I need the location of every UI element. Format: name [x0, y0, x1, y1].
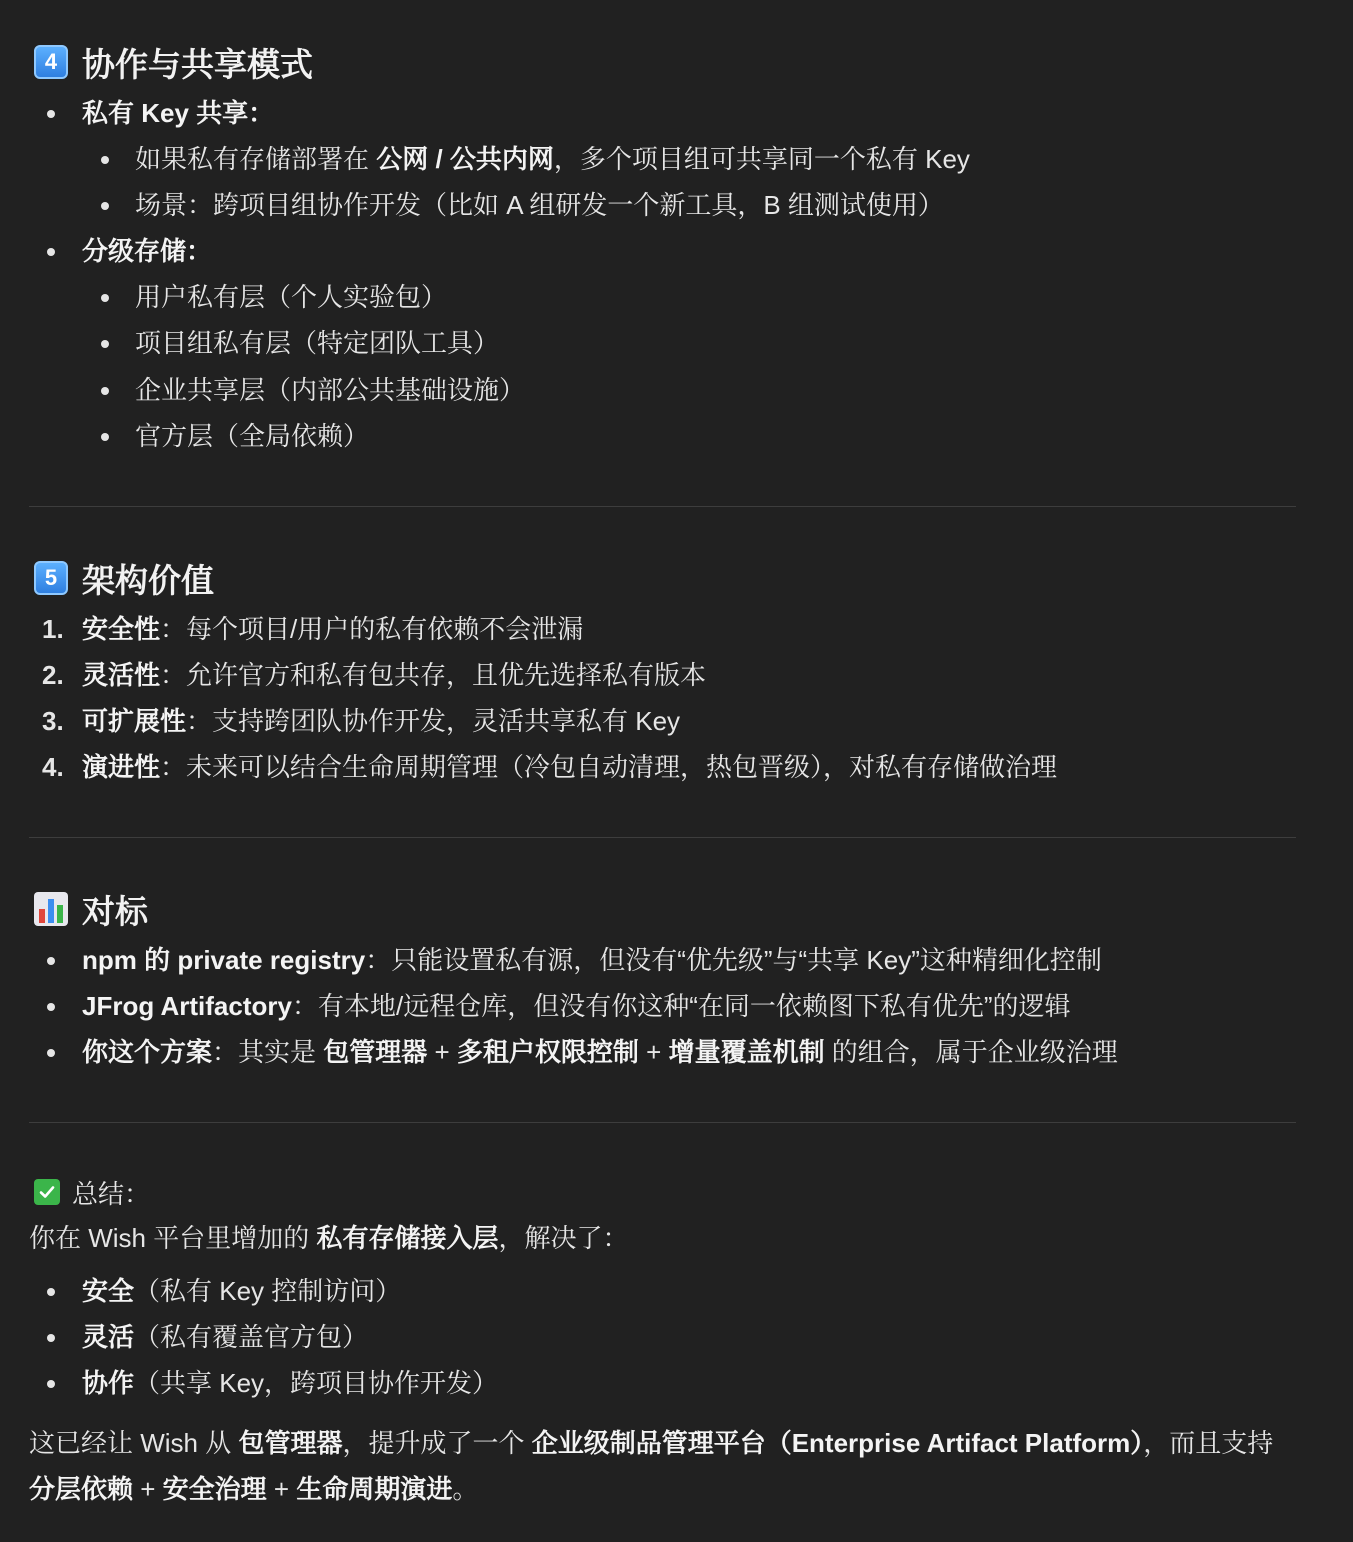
list-item: 项目组私有层（特定团队工具） [135, 328, 500, 358]
summary-label: 总结： [72, 1178, 151, 1209]
list-item: 官方层（全局依赖） [135, 421, 370, 451]
section-title: 架构价值 [82, 561, 214, 599]
bullet-icon [101, 294, 109, 302]
list-item: JFrog Artifactory：有本地/远程仓库，但没有你这种“在同一依赖图下私有优先”的逻辑 [82, 991, 1071, 1021]
list-item: 可扩展性：支持跨团队协作开发，灵活共享私有 Key [82, 706, 681, 736]
list-number: 3. [42, 706, 64, 736]
list-item: 用户私有层（个人实验包） [135, 282, 448, 312]
list-number: 2. [42, 660, 64, 690]
section-heading-collaboration [34, 42, 313, 82]
bullet-icon [101, 340, 109, 348]
bullet-icon [47, 957, 55, 965]
bullet-icon [47, 1288, 55, 1296]
section-heading-architecture-value [34, 558, 214, 598]
list-item: 安全（私有 Key 控制访问） [82, 1276, 402, 1306]
list-item: 灵活性：允许官方和私有包共存，且优先选择私有版本 [82, 660, 707, 690]
summary-intro: 你在 Wish 平台里增加的 私有存储接入层，解决了： [29, 1223, 629, 1253]
divider [29, 1122, 1296, 1123]
list-item: 私有 Key 共享： [82, 98, 275, 128]
list-item: 分级存储： [82, 236, 213, 266]
list-item: 安全性：每个项目/用户的私有依赖不会泄漏 [82, 614, 584, 644]
bullet-icon [47, 248, 55, 256]
divider [29, 837, 1296, 838]
bullet-icon [47, 1334, 55, 1342]
list-item: 灵活（私有覆盖官方包） [82, 1322, 369, 1352]
keycap-4-icon: 4 [34, 45, 68, 79]
bullet-icon [101, 387, 109, 395]
bullet-icon [47, 1049, 55, 1057]
list-item: 你这个方案：其实是 包管理器 + 多租户权限控制 + 增量覆盖机制 的组合，属于企业级治理 [82, 1037, 1118, 1067]
list-item: 协作（共享 Key，跨项目协作开发） [82, 1368, 499, 1398]
section-title: 协作与共享模式 [82, 45, 313, 83]
check-mark-icon [34, 1179, 60, 1205]
bullet-icon [101, 156, 109, 164]
summary-closing-line-2: 分层依赖 + 安全治理 + 生命周期演进。 [29, 1474, 479, 1504]
list-item: 演进性：未来可以结合生命周期管理（冷包自动清理，热包晋级），对私有存储做治理 [82, 752, 1058, 782]
list-number: 4. [42, 752, 64, 782]
bullet-icon [101, 433, 109, 441]
bullet-icon [47, 1380, 55, 1388]
list-number: 1. [42, 614, 64, 644]
list-item: 企业共享层（内部公共基础设施） [135, 375, 526, 405]
list-item: npm 的 private registry：只能设置私有源，但没有“优先级”与“共享 Key”这种精细化控制 [82, 945, 1102, 975]
section-title: 对标 [82, 892, 148, 930]
summary-heading [34, 1174, 150, 1210]
keycap-5-icon: 5 [34, 561, 68, 595]
list-item: 如果私有存储部署在 公网 / 公共内网，多个项目组可共享同一个私有 Key [135, 144, 970, 174]
section-heading-benchmark [34, 889, 148, 929]
divider [29, 506, 1296, 507]
bullet-icon [101, 202, 109, 210]
bullet-icon [47, 110, 55, 118]
bullet-icon [47, 1003, 55, 1011]
list-item: 场景：跨项目组协作开发（比如 A 组研发一个新工具，B 组测试使用） [135, 190, 944, 220]
summary-closing-line-1: 这已经让 Wish 从 包管理器，提升成了一个 企业级制品管理平台（Enterprise Artifact Platform），而且支持 [29, 1428, 1274, 1458]
bar-chart-icon [34, 892, 68, 926]
